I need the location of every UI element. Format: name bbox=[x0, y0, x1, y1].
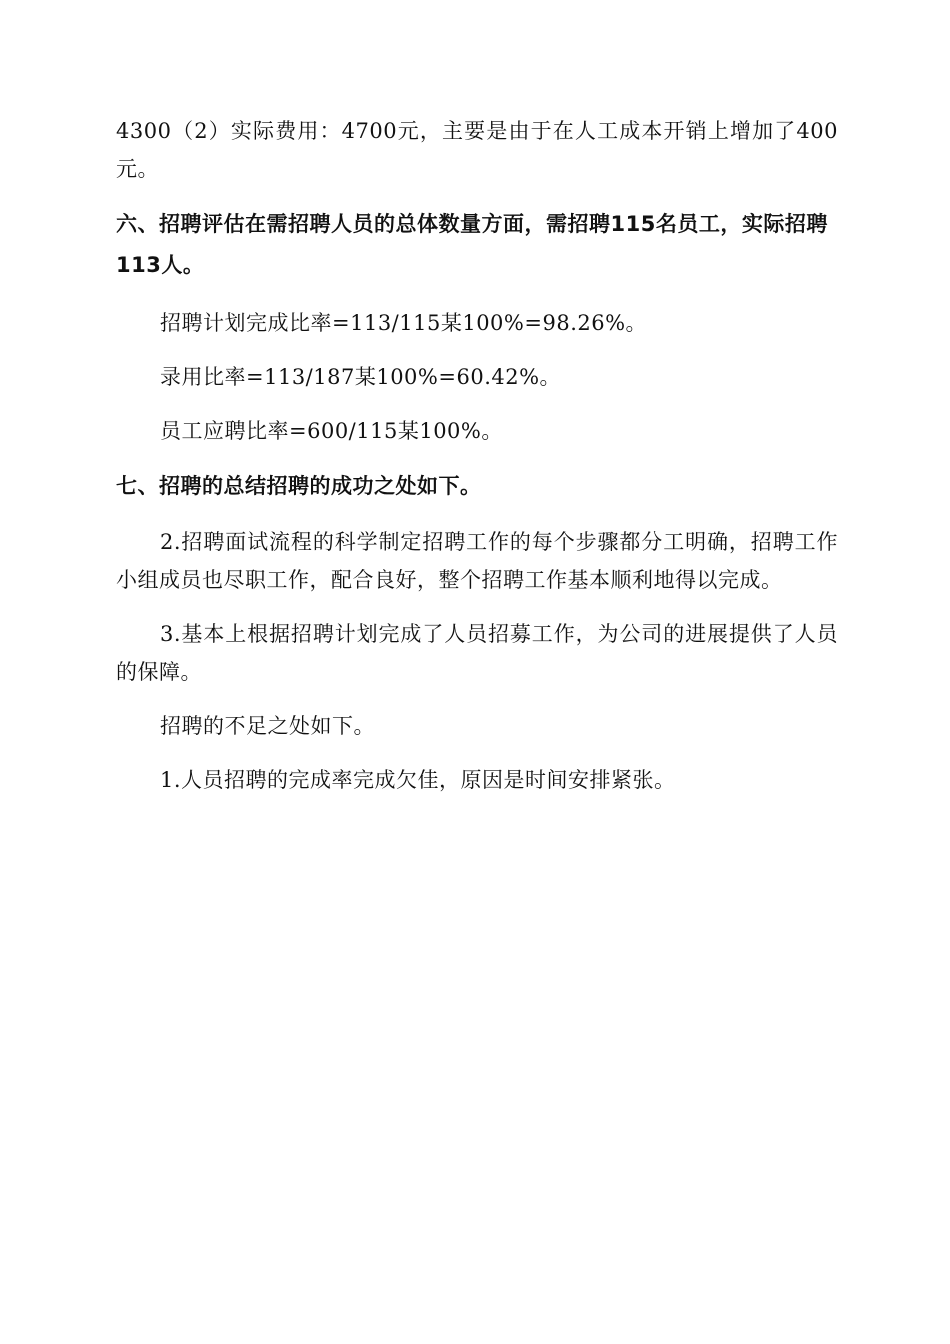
success-item-3: 3.基本上根据招聘计划完成了人员招募工作，为公司的进展提供了人员的保障。 bbox=[116, 622, 838, 684]
cost-paragraph: 4300（2）实际费用：4700元，主要是由于在人工成本开销上增加了400元。 bbox=[116, 119, 838, 181]
section-heading-7: 七、招聘的总结招聘的成功之处如下。 bbox=[116, 474, 482, 498]
success-item-2: 2.招聘面试流程的科学制定招聘工作的每个步骤都分工明确，招聘工作小组成员也尽职工作，配合良好，整个招聘工作基本顺利地得以完成。 bbox=[116, 530, 838, 592]
plan-completion-ratio: 招聘计划完成比率=113/115某100%=98.26%。 bbox=[160, 311, 648, 335]
application-ratio: 员工应聘比率=600/115某100%。 bbox=[160, 419, 503, 443]
section-heading-6: 六、招聘评估在需招聘人员的总体数量方面，需招聘115名员工，实际招聘113人。 bbox=[116, 212, 828, 277]
shortcomings-intro: 招聘的不足之处如下。 bbox=[160, 714, 375, 738]
shortcoming-item-1: 1.人员招聘的完成率完成欠佳，原因是时间安排紧张。 bbox=[160, 768, 676, 792]
document-page bbox=[116, 112, 838, 799]
hiring-ratio: 录用比率=113/187某100%=60.42%。 bbox=[160, 365, 562, 389]
